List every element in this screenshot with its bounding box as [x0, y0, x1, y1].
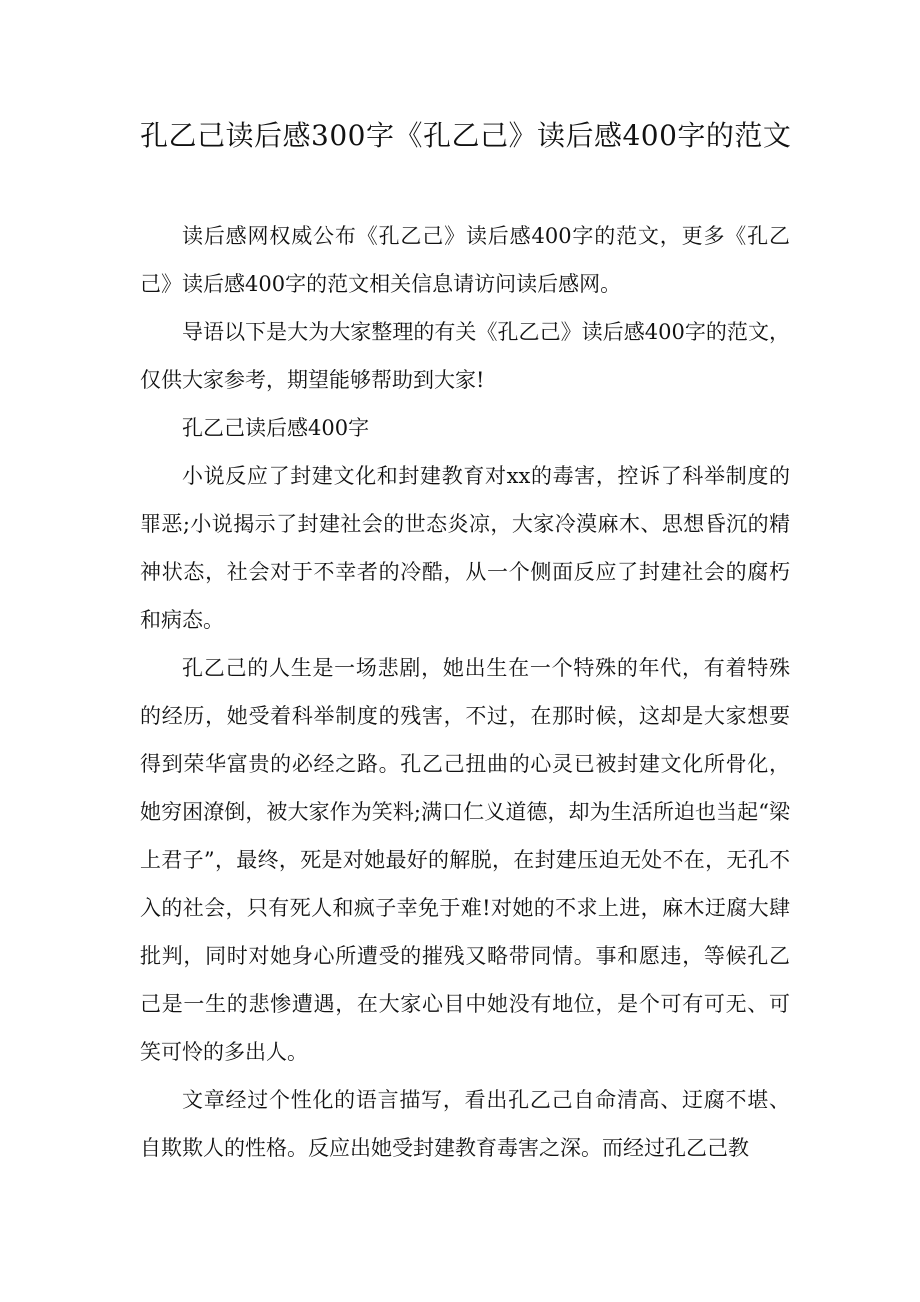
body-paragraph: 小说反应了封建文化和封建教育对xx的毒害，控诉了科举制度的罪恶;小说揭示了封建社会的世态炎凉，大家冷漠麻木、思想昏沉的精神状态，社会对于不幸者的冷酷，从一个侧面反应了封建社会的腐朽和病态。 — [140, 464, 790, 632]
body-paragraph: 孔乙己的人生是一场悲剧，她出生在一个特殊的年代，有着特殊的经历，她受着科举制度的残害，不过，在那时候，这却是大家想要得到荣华富贵的必经之路。孔乙己扭曲的心灵已被封建文化所骨化，她穷困潦倒，被大家作为笑料;满口仁义道德，却为生活所迫也当起“梁上君子”，最终，死是对她最好的解脱，在封建压迫无处不在，无孔不入的社会，只有死人和疯子幸免于难!对她的不求上进，麻木迂腐大肆批判，同时对她身心所遭受的摧残又略带同情。事和愿违，等候孔乙己是一生的悲惨遭遇，在大家心目中她没有地位，是个可有可无、可笑可怜的多出人。 — [140, 656, 790, 1064]
section-heading: 孔乙己读后感400字 — [182, 416, 370, 440]
document-body — [140, 212, 790, 1172]
document-title: 孔乙己读后感300字《孔乙己》读后感400字的范文 — [140, 119, 792, 152]
intro-paragraph: 读后感网权威公布《孔乙己》读后感400字的范文，更多《孔乙己》读后感400字的范文相关信息请访问读后感网。 — [140, 224, 790, 296]
preface-paragraph: 导语以下是大为大家整理的有关《孔乙己》读后感400字的范文，仅供大家参考，期望能够帮助到大家! — [140, 320, 790, 392]
body-paragraph: 文章经过个性化的语言描写，看出孔乙己自命清高、迂腐不堪、自欺欺人的性格。反应出她受封建教育毒害之深。而经过孔乙己教 — [140, 1088, 790, 1160]
